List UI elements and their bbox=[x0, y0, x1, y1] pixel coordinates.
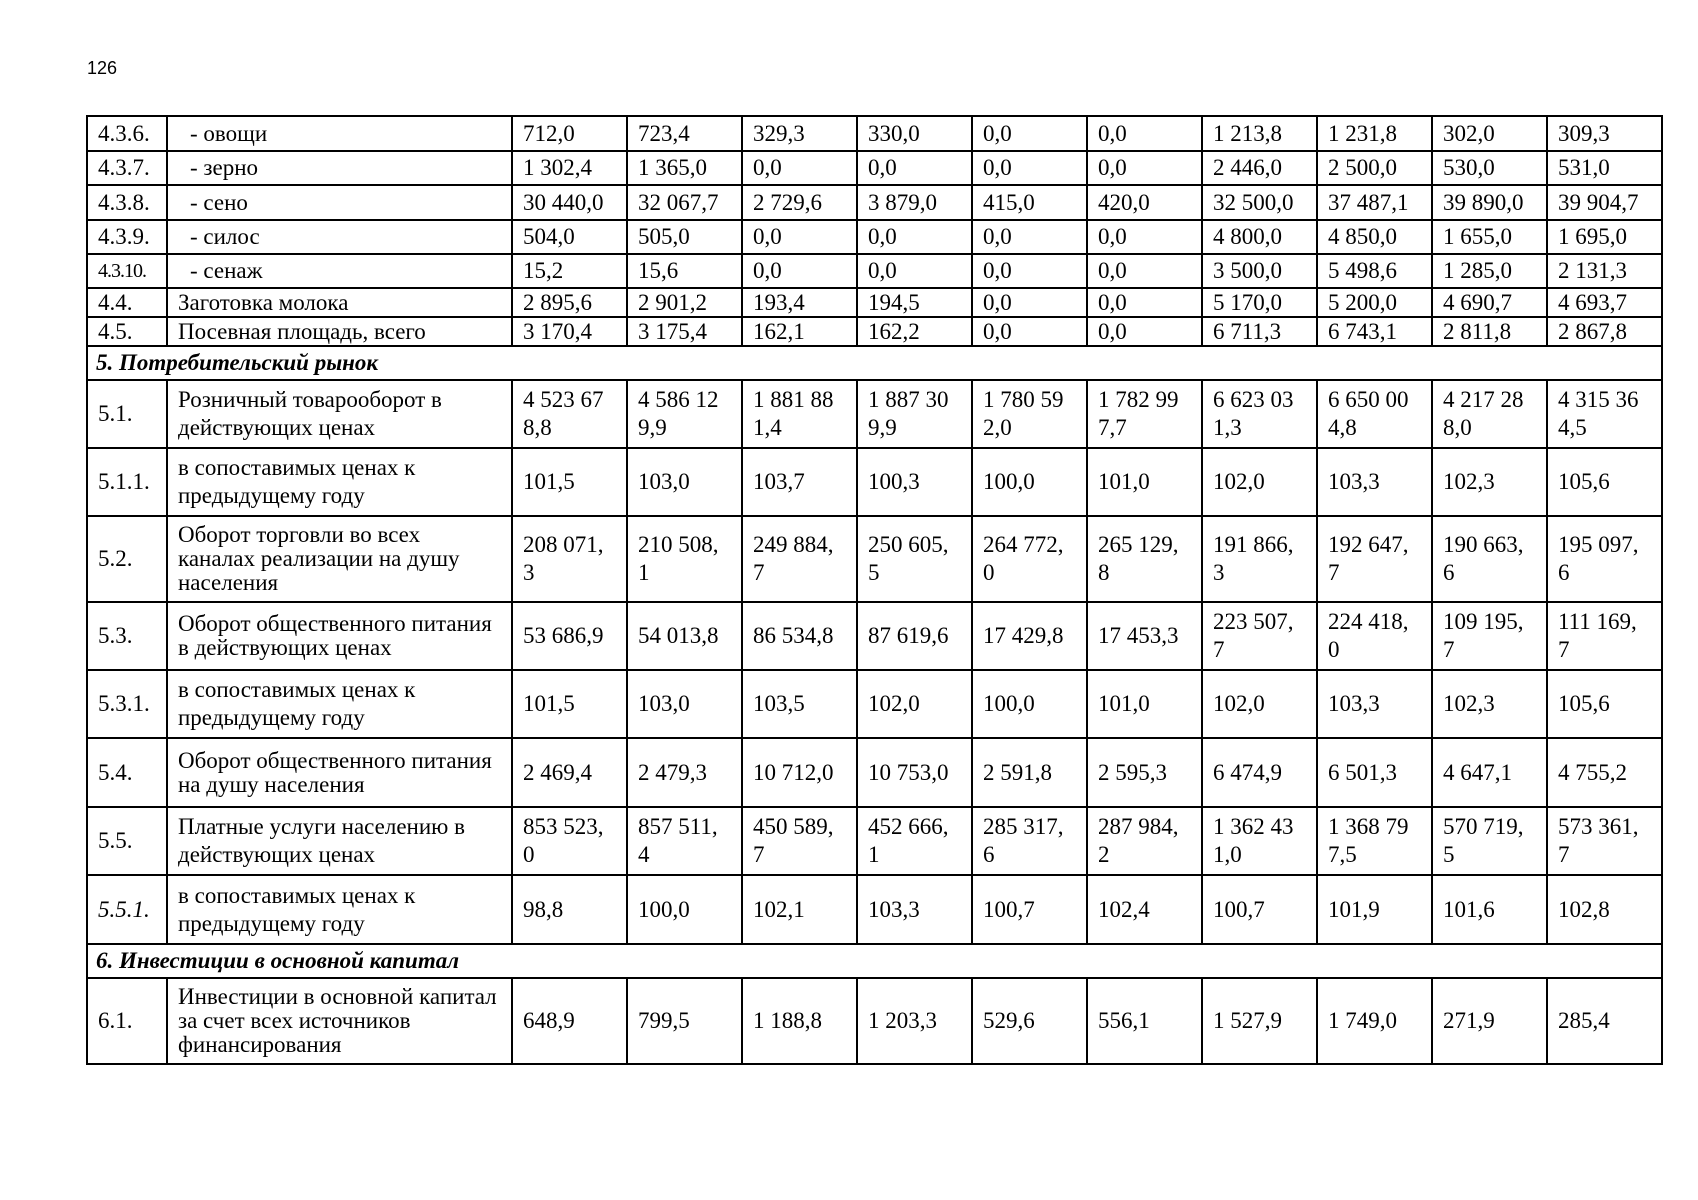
row-code: 5.3. bbox=[87, 602, 167, 670]
value-cell: 208 071, 3 bbox=[512, 516, 627, 602]
value-cell: 103,3 bbox=[857, 875, 972, 944]
table-row bbox=[87, 978, 1662, 1064]
value-cell: 0,0 bbox=[1087, 116, 1202, 151]
value-cell: 0,0 bbox=[857, 220, 972, 254]
section-header-row bbox=[87, 944, 1662, 978]
section-header-row bbox=[87, 346, 1662, 380]
value-cell: 6 501,3 bbox=[1317, 738, 1432, 807]
value-cell: 4 693,7 bbox=[1547, 288, 1662, 317]
row-code: 5.1.1. bbox=[87, 448, 167, 516]
value-cell: 2 901,2 bbox=[627, 288, 742, 317]
value-cell: 4 850,0 bbox=[1317, 220, 1432, 254]
value-cell: 0,0 bbox=[972, 220, 1087, 254]
row-code: 4.3.9. bbox=[87, 220, 167, 254]
value-cell: 102,3 bbox=[1432, 670, 1547, 738]
row-code: 5.2. bbox=[87, 516, 167, 602]
value-cell: 6 711,3 bbox=[1202, 317, 1317, 346]
value-cell: 4 315 36 4,5 bbox=[1547, 380, 1662, 448]
row-code: 4.4. bbox=[87, 288, 167, 317]
value-cell: 330,0 bbox=[857, 116, 972, 151]
table-row bbox=[87, 116, 1662, 151]
row-label: в сопоставимых ценах к предыдущему году bbox=[167, 448, 512, 516]
row-label: Посевная площадь, всего bbox=[167, 317, 512, 346]
value-cell: 100,7 bbox=[972, 875, 1087, 944]
row-label: Оборот общественного питания на душу населения bbox=[167, 738, 512, 807]
value-cell: 3 170,4 bbox=[512, 317, 627, 346]
value-cell: 2 469,4 bbox=[512, 738, 627, 807]
value-cell: 329,3 bbox=[742, 116, 857, 151]
value-cell: 4 523 67 8,8 bbox=[512, 380, 627, 448]
value-cell: 15,2 bbox=[512, 254, 627, 288]
value-cell: 4 800,0 bbox=[1202, 220, 1317, 254]
value-cell: 191 866, 3 bbox=[1202, 516, 1317, 602]
table-row bbox=[87, 220, 1662, 254]
value-cell: 712,0 bbox=[512, 116, 627, 151]
table-row bbox=[87, 185, 1662, 220]
row-label: Оборот торговли во всех каналах реализации на душу населения bbox=[167, 516, 512, 602]
row-code: 4.3.7. bbox=[87, 151, 167, 185]
row-label: в сопоставимых ценах к предыдущему году bbox=[167, 670, 512, 738]
section-title: 5. Потребительский рынок bbox=[87, 346, 1662, 380]
value-cell: 101,0 bbox=[1087, 448, 1202, 516]
value-cell: 102,8 bbox=[1547, 875, 1662, 944]
value-cell: 210 508, 1 bbox=[627, 516, 742, 602]
value-cell: 530,0 bbox=[1432, 151, 1547, 185]
table-row bbox=[87, 807, 1662, 875]
value-cell: 0,0 bbox=[742, 254, 857, 288]
value-cell: 101,0 bbox=[1087, 670, 1202, 738]
value-cell: 53 686,9 bbox=[512, 602, 627, 670]
value-cell: 723,4 bbox=[627, 116, 742, 151]
value-cell: 100,0 bbox=[627, 875, 742, 944]
value-cell: 2 867,8 bbox=[1547, 317, 1662, 346]
value-cell: 101,5 bbox=[512, 448, 627, 516]
row-code: 4.5. bbox=[87, 317, 167, 346]
value-cell: 573 361, 7 bbox=[1547, 807, 1662, 875]
value-cell: 415,0 bbox=[972, 185, 1087, 220]
value-cell: 853 523, 0 bbox=[512, 807, 627, 875]
row-code: 4.3.8. bbox=[87, 185, 167, 220]
value-cell: 556,1 bbox=[1087, 978, 1202, 1064]
value-cell: 162,1 bbox=[742, 317, 857, 346]
value-cell: 100,0 bbox=[972, 448, 1087, 516]
value-cell: 224 418, 0 bbox=[1317, 602, 1432, 670]
value-cell: 223 507, 7 bbox=[1202, 602, 1317, 670]
value-cell: 4 586 12 9,9 bbox=[627, 380, 742, 448]
value-cell: 100,7 bbox=[1202, 875, 1317, 944]
value-cell: 30 440,0 bbox=[512, 185, 627, 220]
value-cell: 857 511, 4 bbox=[627, 807, 742, 875]
value-cell: 452 666, 1 bbox=[857, 807, 972, 875]
value-cell: 15,6 bbox=[627, 254, 742, 288]
value-cell: 504,0 bbox=[512, 220, 627, 254]
value-cell: 10 753,0 bbox=[857, 738, 972, 807]
table-row bbox=[87, 288, 1662, 317]
value-cell: 103,0 bbox=[627, 448, 742, 516]
value-cell: 2 811,8 bbox=[1432, 317, 1547, 346]
value-cell: 86 534,8 bbox=[742, 602, 857, 670]
value-cell: 32 067,7 bbox=[627, 185, 742, 220]
table-row bbox=[87, 448, 1662, 516]
value-cell: 2 446,0 bbox=[1202, 151, 1317, 185]
value-cell: 194,5 bbox=[857, 288, 972, 317]
value-cell: 1 285,0 bbox=[1432, 254, 1547, 288]
page-number: 126 bbox=[87, 58, 118, 78]
value-cell: 2 591,8 bbox=[972, 738, 1087, 807]
value-cell: 0,0 bbox=[972, 317, 1087, 346]
value-cell: 0,0 bbox=[1087, 220, 1202, 254]
value-cell: 570 719, 5 bbox=[1432, 807, 1547, 875]
row-code: 4.3.6. bbox=[87, 116, 167, 151]
table-row bbox=[87, 516, 1662, 602]
value-cell: 32 500,0 bbox=[1202, 185, 1317, 220]
value-cell: 190 663, 6 bbox=[1432, 516, 1547, 602]
row-label: Розничный товарооборот в действующих ценах bbox=[167, 380, 512, 448]
value-cell: 1 749,0 bbox=[1317, 978, 1432, 1064]
value-cell: 100,0 bbox=[972, 670, 1087, 738]
value-cell: 3 879,0 bbox=[857, 185, 972, 220]
value-cell: 0,0 bbox=[972, 254, 1087, 288]
value-cell: 285,4 bbox=[1547, 978, 1662, 1064]
row-code: 5.5. bbox=[87, 807, 167, 875]
value-cell: 1 527,9 bbox=[1202, 978, 1317, 1064]
value-cell: 0,0 bbox=[857, 151, 972, 185]
value-cell: 162,2 bbox=[857, 317, 972, 346]
value-cell: 1 655,0 bbox=[1432, 220, 1547, 254]
value-cell: 0,0 bbox=[1087, 151, 1202, 185]
row-label: - зерно bbox=[167, 151, 512, 185]
value-cell: 103,3 bbox=[1317, 670, 1432, 738]
value-cell: 2 131,3 bbox=[1547, 254, 1662, 288]
value-cell: 37 487,1 bbox=[1317, 185, 1432, 220]
table-row bbox=[87, 670, 1662, 738]
value-cell: 1 368 79 7,5 bbox=[1317, 807, 1432, 875]
value-cell: 101,5 bbox=[512, 670, 627, 738]
value-cell: 100,3 bbox=[857, 448, 972, 516]
row-code: 4.3.10. bbox=[87, 254, 167, 288]
value-cell: 799,5 bbox=[627, 978, 742, 1064]
value-cell: 2 500,0 bbox=[1317, 151, 1432, 185]
value-cell: 2 895,6 bbox=[512, 288, 627, 317]
value-cell: 102,0 bbox=[857, 670, 972, 738]
value-cell: 102,0 bbox=[1202, 448, 1317, 516]
value-cell: 4 690,7 bbox=[1432, 288, 1547, 317]
value-cell: 102,1 bbox=[742, 875, 857, 944]
value-cell: 1 231,8 bbox=[1317, 116, 1432, 151]
value-cell: 105,6 bbox=[1547, 670, 1662, 738]
value-cell: 101,9 bbox=[1317, 875, 1432, 944]
value-cell: 102,3 bbox=[1432, 448, 1547, 516]
value-cell: 1 782 99 7,7 bbox=[1087, 380, 1202, 448]
value-cell: 54 013,8 bbox=[627, 602, 742, 670]
value-cell: 1 362 43 1,0 bbox=[1202, 807, 1317, 875]
value-cell: 287 984, 2 bbox=[1087, 807, 1202, 875]
value-cell: 10 712,0 bbox=[742, 738, 857, 807]
row-code: 5.5.1. bbox=[87, 875, 167, 944]
value-cell: 102,0 bbox=[1202, 670, 1317, 738]
value-cell: 0,0 bbox=[972, 116, 1087, 151]
row-code: 5.1. bbox=[87, 380, 167, 448]
value-cell: 3 175,4 bbox=[627, 317, 742, 346]
value-cell: 1 695,0 bbox=[1547, 220, 1662, 254]
value-cell: 5 170,0 bbox=[1202, 288, 1317, 317]
value-cell: 17 429,8 bbox=[972, 602, 1087, 670]
value-cell: 4 755,2 bbox=[1547, 738, 1662, 807]
value-cell: 529,6 bbox=[972, 978, 1087, 1064]
value-cell: 6 623 03 1,3 bbox=[1202, 380, 1317, 448]
value-cell: 302,0 bbox=[1432, 116, 1547, 151]
value-cell: 265 129, 8 bbox=[1087, 516, 1202, 602]
row-label: Платные услуги населению в действующих ценах bbox=[167, 807, 512, 875]
value-cell: 249 884, 7 bbox=[742, 516, 857, 602]
value-cell: 2 595,3 bbox=[1087, 738, 1202, 807]
value-cell: 193,4 bbox=[742, 288, 857, 317]
value-cell: 450 589, 7 bbox=[742, 807, 857, 875]
value-cell: 101,6 bbox=[1432, 875, 1547, 944]
value-cell: 2 479,3 bbox=[627, 738, 742, 807]
row-label: в сопоставимых ценах к предыдущему году bbox=[167, 875, 512, 944]
value-cell: 0,0 bbox=[1087, 288, 1202, 317]
row-code: 6.1. bbox=[87, 978, 167, 1064]
value-cell: 39 890,0 bbox=[1432, 185, 1547, 220]
value-cell: 1 780 59 2,0 bbox=[972, 380, 1087, 448]
table-row bbox=[87, 254, 1662, 288]
value-cell: 3 500,0 bbox=[1202, 254, 1317, 288]
table-row bbox=[87, 380, 1662, 448]
value-cell: 250 605, 5 bbox=[857, 516, 972, 602]
value-cell: 105,6 bbox=[1547, 448, 1662, 516]
value-cell: 0,0 bbox=[857, 254, 972, 288]
value-cell: 0,0 bbox=[1087, 317, 1202, 346]
row-label: - сенаж bbox=[167, 254, 512, 288]
row-label: - сено bbox=[167, 185, 512, 220]
table-row bbox=[87, 602, 1662, 670]
value-cell: 102,4 bbox=[1087, 875, 1202, 944]
value-cell: 5 498,6 bbox=[1317, 254, 1432, 288]
value-cell: 6 474,9 bbox=[1202, 738, 1317, 807]
value-cell: 39 904,7 bbox=[1547, 185, 1662, 220]
row-label: Инвестиции в основной капитал за счет всех источников финансирования bbox=[167, 978, 512, 1064]
value-cell: 111 169, 7 bbox=[1547, 602, 1662, 670]
row-label: - овощи bbox=[167, 116, 512, 151]
section-title: 6. Инвестиции в основной капитал bbox=[87, 944, 1662, 978]
value-cell: 1 365,0 bbox=[627, 151, 742, 185]
value-cell: 5 200,0 bbox=[1317, 288, 1432, 317]
table-row bbox=[87, 151, 1662, 185]
row-label: Оборот общественного питания в действующих ценах bbox=[167, 602, 512, 670]
row-label: - силос bbox=[167, 220, 512, 254]
value-cell: 103,5 bbox=[742, 670, 857, 738]
value-cell: 0,0 bbox=[972, 288, 1087, 317]
value-cell: 531,0 bbox=[1547, 151, 1662, 185]
table-row bbox=[87, 875, 1662, 944]
value-cell: 0,0 bbox=[1087, 254, 1202, 288]
table-row bbox=[87, 317, 1662, 346]
value-cell: 195 097, 6 bbox=[1547, 516, 1662, 602]
value-cell: 103,0 bbox=[627, 670, 742, 738]
value-cell: 103,3 bbox=[1317, 448, 1432, 516]
value-cell: 0,0 bbox=[742, 220, 857, 254]
value-cell: 4 217 28 8,0 bbox=[1432, 380, 1547, 448]
value-cell: 1 213,8 bbox=[1202, 116, 1317, 151]
value-cell: 264 772, 0 bbox=[972, 516, 1087, 602]
value-cell: 420,0 bbox=[1087, 185, 1202, 220]
value-cell: 0,0 bbox=[742, 151, 857, 185]
value-cell: 309,3 bbox=[1547, 116, 1662, 151]
value-cell: 1 887 30 9,9 bbox=[857, 380, 972, 448]
value-cell: 1 203,3 bbox=[857, 978, 972, 1064]
value-cell: 6 650 00 4,8 bbox=[1317, 380, 1432, 448]
statistics-table bbox=[86, 115, 1663, 1065]
value-cell: 6 743,1 bbox=[1317, 317, 1432, 346]
value-cell: 1 188,8 bbox=[742, 978, 857, 1064]
value-cell: 4 647,1 bbox=[1432, 738, 1547, 807]
value-cell: 98,8 bbox=[512, 875, 627, 944]
value-cell: 17 453,3 bbox=[1087, 602, 1202, 670]
row-code: 5.3.1. bbox=[87, 670, 167, 738]
table-body bbox=[87, 116, 1662, 1064]
value-cell: 0,0 bbox=[972, 151, 1087, 185]
value-cell: 192 647, 7 bbox=[1317, 516, 1432, 602]
row-label: Заготовка молока bbox=[167, 288, 512, 317]
value-cell: 109 195, 7 bbox=[1432, 602, 1547, 670]
value-cell: 2 729,6 bbox=[742, 185, 857, 220]
row-code: 5.4. bbox=[87, 738, 167, 807]
value-cell: 1 881 88 1,4 bbox=[742, 380, 857, 448]
value-cell: 271,9 bbox=[1432, 978, 1547, 1064]
value-cell: 285 317, 6 bbox=[972, 807, 1087, 875]
value-cell: 87 619,6 bbox=[857, 602, 972, 670]
value-cell: 103,7 bbox=[742, 448, 857, 516]
value-cell: 1 302,4 bbox=[512, 151, 627, 185]
value-cell: 648,9 bbox=[512, 978, 627, 1064]
value-cell: 505,0 bbox=[627, 220, 742, 254]
table-row bbox=[87, 738, 1662, 807]
